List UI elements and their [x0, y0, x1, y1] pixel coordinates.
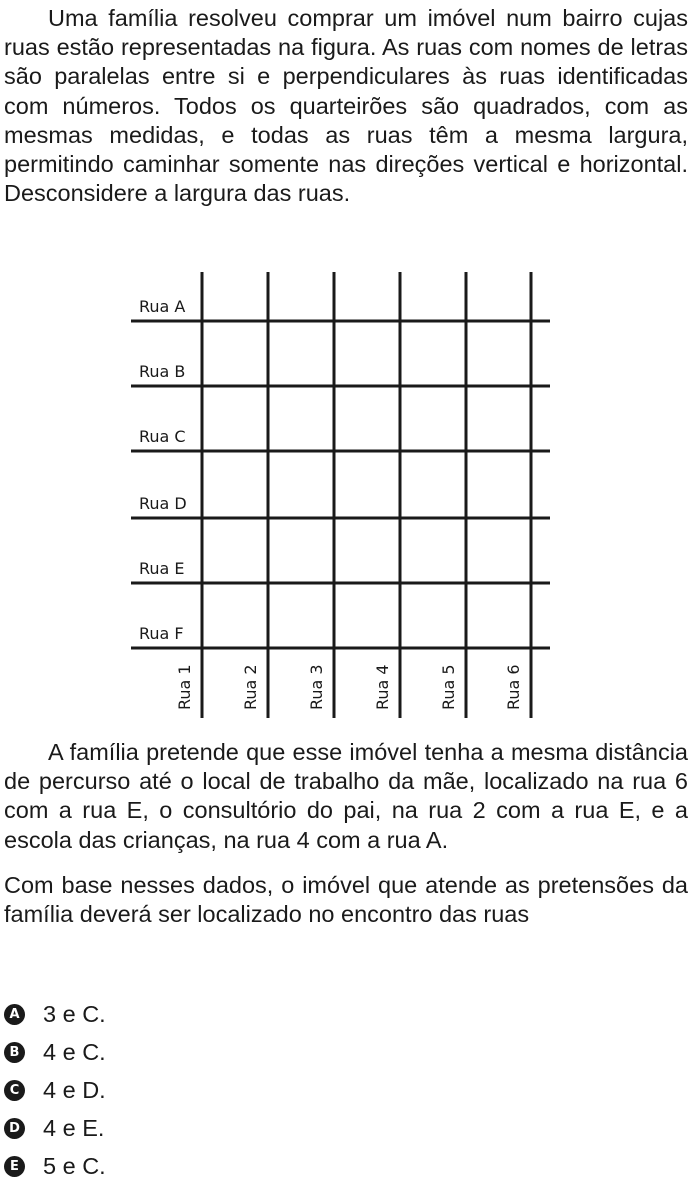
street-label-rua-c: Rua C: [139, 427, 186, 446]
option-a[interactable]: [4, 998, 304, 1030]
option-e-text: 5 e C.: [43, 1152, 106, 1179]
option-b[interactable]: [4, 1036, 304, 1068]
option-d-badge: D: [4, 1118, 25, 1139]
street-label-rua-4: Rua 4: [373, 664, 392, 710]
option-c-badge: C: [4, 1080, 25, 1101]
street-label-rua-a: Rua A: [139, 297, 186, 316]
street-label-rua-b: Rua B: [139, 362, 186, 381]
option-c[interactable]: [4, 1074, 304, 1106]
street-label-rua-3: Rua 3: [307, 664, 326, 710]
street-label-rua-1: Rua 1: [175, 664, 194, 710]
option-c-text: 4 e D.: [43, 1076, 106, 1103]
option-b-text: 4 e C.: [43, 1038, 106, 1065]
street-label-rua-f: Rua F: [139, 624, 184, 643]
street-label-rua-6: Rua 6: [504, 664, 523, 710]
question-paragraph-3: Com base nesses dados, o imóvel que atende as pretensões da família deverá ser localizado no encontro das ruas: [4, 872, 688, 928]
option-e[interactable]: [4, 1150, 304, 1182]
option-a-badge: A: [4, 1004, 25, 1025]
street-label-rua-2: Rua 2: [241, 664, 260, 710]
question-paragraph-1: Uma família resolveu comprar um imóvel num bairro cujas ruas estão representadas na figura. As ruas com nomes de letras são paralelas entre si e perpendiculares às ruas identificadas com números. Todos os quarteirões são quadrados, com as mesmas medidas, e todas as ruas têm a mesma largura, permitindo caminhar somente nas direções vertical e horizontal. Desconsidere a largura das ruas.: [4, 5, 688, 207]
street-label-rua-d: Rua D: [139, 494, 187, 513]
option-d-text: 4 e E.: [43, 1114, 105, 1141]
option-a-text: 3 e C.: [43, 1000, 106, 1027]
option-b-badge: B: [4, 1042, 25, 1063]
option-d[interactable]: [4, 1112, 304, 1144]
street-label-rua-e: Rua E: [139, 559, 185, 578]
question-paragraph-2: A família pretende que esse imóvel tenha a mesma distância de percurso até o local de trabalho da mãe, localizado na rua 6 com a rua E, o consultório do pai, na rua 2 com a rua E, e a escola das crianças, na rua 4 com a rua A.: [4, 739, 688, 853]
option-e-badge: E: [4, 1156, 25, 1177]
street-label-rua-5: Rua 5: [439, 664, 458, 710]
